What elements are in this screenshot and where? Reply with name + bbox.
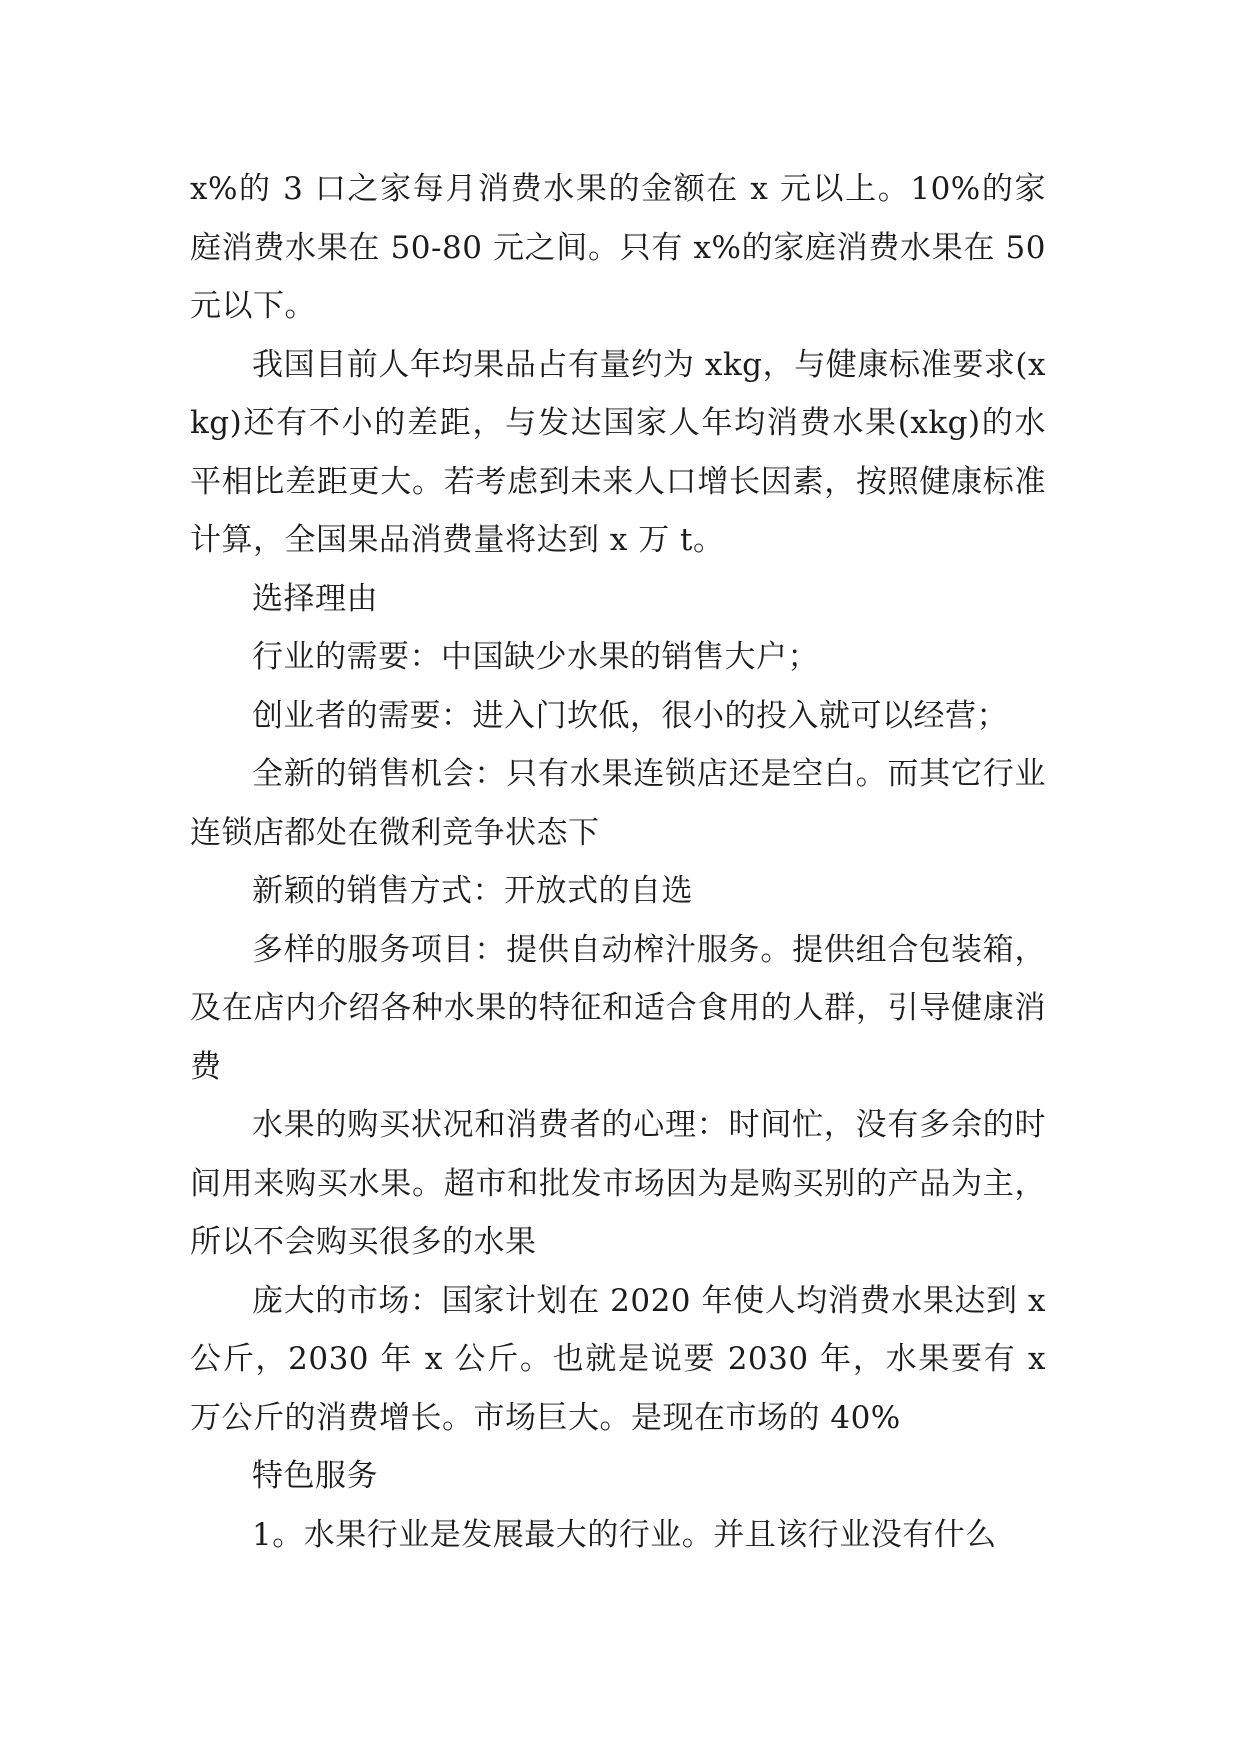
- paragraph-industry-need: 行业的需要：中国缺少水果的销售大户；: [252, 639, 819, 675]
- paragraph-per-capita-fruit: 我国目前人年均果品占有量约为 xkg，与健康标准要求(xkg)还有不小的差距，与发达国家人年均消费水果(xkg)的水平相比差距更大。若考虑到未来人口增长因素，按照健康标准计算，全国果品消费量将达到 x 万 t。: [190, 346, 1046, 558]
- paragraph-industry-growth: 1。水果行业是发展最大的行业。并且该行业没有什么: [252, 1516, 997, 1553]
- paragraph-service-items: 多样的服务项目：提供自动榨汁服务。提供组合包装箱，及在店内介绍各种水果的特征和适合食用的人群，引导健康消费: [190, 931, 1046, 1085]
- paragraph-sales-opportunity: 全新的销售机会：只有水果连锁店还是空白。而其它行业连锁店都处在微利竞争状态下: [190, 756, 1046, 851]
- paragraph-entrepreneur-need: 创业者的需要：进入门坎低，很小的投入就可以经营；: [252, 697, 1008, 734]
- paragraph-huge-market: 庞大的市场：国家计划在 2020 年使人均消费水果达到 x 公斤，2030 年 x 公斤。也就是说要 2030 年，水果要有 x 万公斤的消费增长。市场巨大。是现在市场的 40%: [190, 1282, 1046, 1436]
- heading-selection-reasons: 选择理由: [252, 580, 378, 617]
- paragraph-household-spending: x%的 3 口之家每月消费水果的金额在 x 元以上。10%的家庭消费水果在 50-80 元之间。只有 x%的家庭消费水果在 50 元以下。: [190, 171, 1046, 324]
- document-body: [190, 160, 1046, 1564]
- paragraph-sales-method: 新颖的销售方式：开放式的自选: [252, 873, 693, 909]
- paragraph-consumer-psychology: 水果的购买状况和消费者的心理：时间忙，没有多余的时间用来购买水果。超市和批发市场因为是购买别的产品为主，所以不会购买很多的水果: [190, 1107, 1046, 1260]
- heading-special-services: 特色服务: [252, 1458, 378, 1494]
